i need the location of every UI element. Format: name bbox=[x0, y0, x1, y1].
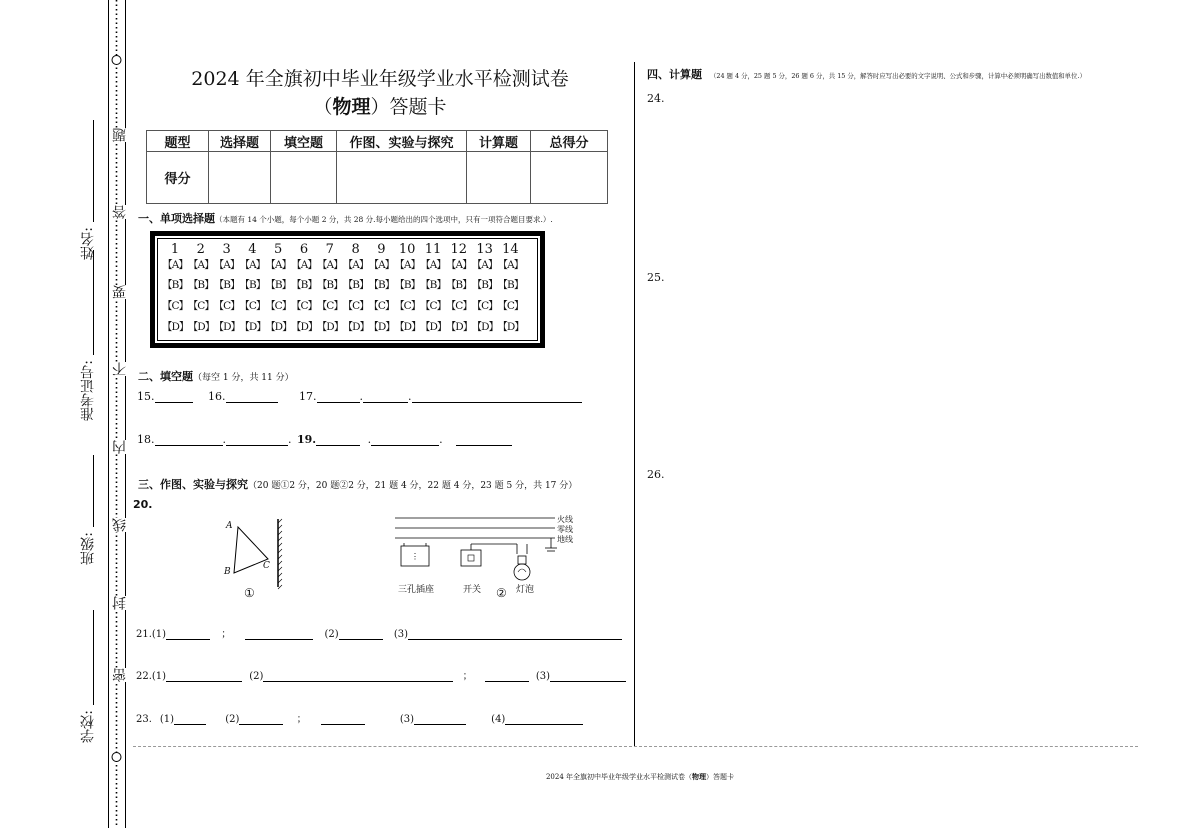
score-header-fill: 填空题 bbox=[271, 131, 337, 152]
q24-label: 24. bbox=[647, 92, 665, 105]
q23-row bbox=[136, 710, 583, 725]
score-cell-choice[interactable] bbox=[209, 152, 271, 204]
q23-semi: ； bbox=[296, 714, 307, 725]
choice-bubble[interactable]: 【A】 bbox=[317, 259, 343, 271]
choice-bubble[interactable]: 【B】 bbox=[187, 279, 214, 291]
score-cell-fill[interactable] bbox=[271, 152, 337, 204]
neutral-wire-label: 零线 bbox=[557, 525, 573, 534]
svg-text:⋮: ⋮ bbox=[411, 552, 419, 561]
q19-dot-1: . bbox=[367, 433, 372, 446]
choice-bubble[interactable]: 【B】 bbox=[420, 279, 446, 291]
choice-bubble[interactable]: 【D】 bbox=[265, 321, 292, 333]
section4-heading bbox=[647, 66, 1086, 82]
choice-bubble[interactable]: 【C】 bbox=[239, 300, 266, 312]
choice-bubble[interactable]: 【C】 bbox=[342, 300, 369, 312]
choice-number: 6 bbox=[299, 242, 309, 257]
seal-char-4: 内 bbox=[112, 440, 128, 454]
q21-p1: (1) bbox=[151, 629, 167, 640]
q23-blank-4[interactable] bbox=[414, 713, 466, 725]
choice-number: 13 bbox=[476, 242, 493, 257]
choice-bubble[interactable]: 【C】 bbox=[187, 300, 214, 312]
q23-blank-3[interactable] bbox=[321, 713, 365, 725]
choice-bubble[interactable]: 【D】 bbox=[291, 321, 318, 333]
q23-p1: (1) bbox=[159, 714, 175, 725]
column-divider bbox=[634, 62, 635, 746]
binding-strip bbox=[108, 0, 126, 828]
q16-label: 16. bbox=[208, 390, 226, 403]
q21-blank-2[interactable] bbox=[245, 628, 313, 640]
choice-bubble[interactable]: 【A】 bbox=[394, 259, 420, 271]
choice-bubble[interactable]: 【B】 bbox=[291, 279, 317, 291]
choice-bubble[interactable]: 【D】 bbox=[213, 321, 241, 333]
choice-bubble[interactable]: 【D】 bbox=[368, 321, 395, 333]
section1-heading bbox=[138, 210, 553, 226]
score-header-experiment: 作图、实验与探究 bbox=[337, 131, 467, 152]
subtitle-close: ）答题卡 bbox=[370, 96, 447, 118]
choice-bubble[interactable]: 【B】 bbox=[445, 279, 472, 291]
q25-answer-area[interactable] bbox=[647, 288, 1127, 458]
q23-blank-5[interactable] bbox=[505, 713, 583, 725]
score-row-label: 得分 bbox=[147, 152, 209, 204]
choice-bubble[interactable]: 【D】 bbox=[316, 321, 344, 333]
section4-title: 四、计算题 bbox=[647, 68, 702, 81]
q22-label: 22. bbox=[136, 671, 152, 682]
q17-blank-2[interactable] bbox=[363, 391, 408, 403]
score-header-type: 题型 bbox=[147, 131, 209, 152]
q26-label: 26. bbox=[647, 468, 665, 481]
choice-bubble[interactable]: 【A】 bbox=[239, 259, 266, 271]
q17-blank-1[interactable] bbox=[317, 391, 360, 403]
choice-bubble[interactable]: 【C】 bbox=[497, 300, 524, 312]
score-header-calc: 计算题 bbox=[467, 131, 531, 152]
fig2-caption: ② bbox=[496, 586, 507, 600]
circuit-figure[interactable] bbox=[395, 512, 565, 590]
choice-number: 11 bbox=[424, 242, 442, 257]
q16-blank[interactable] bbox=[226, 391, 278, 403]
q23-blank-1[interactable] bbox=[174, 713, 206, 725]
fig1-caption: ① bbox=[244, 586, 255, 600]
choice-number: 7 bbox=[325, 242, 334, 257]
choice-bubble[interactable]: 【C】 bbox=[394, 300, 421, 312]
choice-bubble[interactable]: 【B】 bbox=[394, 279, 421, 291]
q18-dot-1: . bbox=[222, 433, 226, 446]
choice-bubble[interactable]: 【A】 bbox=[420, 259, 446, 271]
q19-dot-2: . bbox=[439, 433, 443, 446]
seal-char-7: 答 bbox=[112, 205, 128, 219]
q21-label: 21. bbox=[136, 629, 152, 640]
q21-blank-4[interactable] bbox=[408, 628, 622, 640]
name-label: 姓名: bbox=[80, 227, 96, 260]
choice-bubble[interactable]: 【D】 bbox=[239, 321, 266, 333]
page-title: 2024 年全旗初中毕业年级学业水平检测试卷 bbox=[191, 68, 569, 90]
choice-bubble[interactable]: 【B】 bbox=[368, 279, 395, 291]
choice-number: 12 bbox=[450, 242, 468, 257]
score-header-total: 总得分 bbox=[531, 131, 608, 152]
choice-bubble[interactable]: 【C】 bbox=[162, 300, 189, 312]
choice-bubble[interactable]: 【C】 bbox=[368, 300, 395, 312]
page-footer bbox=[140, 772, 1140, 782]
binding-dots bbox=[109, 0, 127, 828]
exam-id-line[interactable] bbox=[93, 250, 94, 355]
score-cell-experiment[interactable] bbox=[337, 152, 467, 204]
choice-bubble[interactable]: 【A】 bbox=[291, 259, 317, 271]
fig1-label-c: C bbox=[263, 561, 270, 571]
choice-number: 14 bbox=[502, 242, 519, 257]
q23-p4: (4) bbox=[491, 714, 506, 725]
choice-number: 8 bbox=[351, 242, 360, 257]
q15-label: 15. bbox=[137, 390, 155, 403]
fig1-label-b: B bbox=[224, 567, 231, 577]
q19-blank-2[interactable] bbox=[371, 434, 439, 446]
q22-row bbox=[136, 667, 626, 682]
choice-bubble[interactable]: 【A】 bbox=[213, 259, 240, 271]
subtitle-open: （ bbox=[313, 96, 333, 118]
school-line[interactable] bbox=[93, 610, 94, 705]
choice-number: 3 bbox=[222, 242, 231, 257]
page-subtitle bbox=[140, 92, 620, 119]
q23-label: 23. bbox=[136, 714, 152, 725]
choice-bubble[interactable]: 【B】 bbox=[162, 279, 188, 291]
q26-answer-area[interactable] bbox=[647, 486, 1127, 736]
choice-number: 1 bbox=[170, 242, 180, 257]
choice-bubble[interactable]: 【A】 bbox=[497, 259, 524, 271]
score-table bbox=[146, 130, 608, 204]
choice-bubble[interactable]: 【B】 bbox=[265, 279, 292, 291]
switch-label: 开关 bbox=[463, 585, 482, 595]
q17-blank-3[interactable] bbox=[412, 391, 582, 403]
section3-note: （20 题①2 分，20 题②2 分，21 题 4 分，22 题 4 分，23 题 5 分，共 17 分） bbox=[248, 481, 578, 491]
q24-answer-area[interactable] bbox=[647, 110, 1127, 260]
bottom-divider bbox=[133, 746, 1138, 747]
section2-note: （每空 1 分，共 11 分） bbox=[193, 373, 294, 383]
q21-p2: (2) bbox=[324, 629, 339, 640]
choice-bubble[interactable]: 【A】 bbox=[162, 259, 188, 271]
name-line[interactable] bbox=[93, 120, 94, 222]
seal-char-3: 线 bbox=[112, 518, 128, 532]
choice-bubble[interactable]: 【C】 bbox=[213, 300, 240, 312]
q17-dot-2: . bbox=[408, 390, 412, 403]
choice-bubble[interactable]: 【B】 bbox=[239, 279, 266, 291]
seal-char-6: 要 bbox=[112, 285, 128, 299]
seal-char-1: 密 bbox=[112, 668, 128, 682]
q20-label: 20. bbox=[133, 498, 153, 511]
q22-p1: (1) bbox=[151, 671, 167, 682]
q21-blank-3[interactable] bbox=[339, 628, 383, 640]
section2-heading bbox=[138, 368, 294, 384]
q21-blank-1[interactable] bbox=[166, 628, 210, 640]
q21-p3: (3) bbox=[393, 629, 408, 640]
footer-suffix: ）答题卡 bbox=[706, 773, 735, 781]
choice-bubble[interactable]: 【D】 bbox=[420, 321, 447, 333]
q15-blank[interactable] bbox=[155, 391, 193, 403]
choice-bubble[interactable]: 【D】 bbox=[394, 321, 421, 333]
mirror-figure[interactable] bbox=[210, 515, 300, 605]
section1-title: 一、单项选择题 bbox=[138, 212, 215, 225]
q22-blank-3[interactable] bbox=[485, 670, 529, 682]
choice-bubble[interactable]: 【B】 bbox=[497, 279, 524, 291]
live-wire-label: 火线 bbox=[557, 515, 573, 524]
choice-bubble[interactable]: 【D】 bbox=[445, 321, 473, 333]
section3-title: 三、作图、实验与探究 bbox=[138, 478, 248, 491]
q21-semi: ； bbox=[221, 629, 232, 640]
section2-title: 二、填空题 bbox=[138, 370, 193, 383]
q18-blank-2[interactable] bbox=[226, 434, 288, 446]
q18-dot-2: . bbox=[288, 433, 292, 446]
school-label: 学校: bbox=[80, 710, 96, 743]
score-cell-total[interactable] bbox=[531, 152, 608, 204]
choice-bubble[interactable]: 【A】 bbox=[342, 259, 369, 271]
choice-bubble[interactable]: 【C】 bbox=[445, 300, 472, 312]
choice-bubble[interactable]: 【C】 bbox=[316, 300, 343, 312]
choice-bubble[interactable]: 【B】 bbox=[316, 279, 343, 291]
exam-id-label: 准考证号: bbox=[80, 360, 96, 421]
q22-semi: ； bbox=[462, 671, 473, 682]
choice-bubble[interactable]: 【D】 bbox=[471, 321, 499, 333]
q19-blank-3[interactable] bbox=[456, 434, 512, 446]
q19-blank-1[interactable] bbox=[316, 434, 360, 446]
choice-bubble[interactable]: 【B】 bbox=[213, 279, 240, 291]
score-cell-calc[interactable] bbox=[467, 152, 531, 204]
fig1-label-a: A bbox=[226, 521, 233, 531]
choice-bubble[interactable]: 【B】 bbox=[471, 279, 498, 291]
socket-label: 三孔插座 bbox=[398, 585, 435, 595]
choice-bubble[interactable]: 【C】 bbox=[265, 300, 292, 312]
subtitle-subject: 物理 bbox=[332, 96, 371, 118]
choice-bubble[interactable]: 【A】 bbox=[446, 259, 472, 271]
choice-bubble[interactable]: 【D】 bbox=[187, 321, 215, 333]
score-header-choice: 选择题 bbox=[209, 131, 271, 152]
footer-subject: 物理 bbox=[692, 772, 707, 781]
section3-heading bbox=[138, 476, 577, 492]
q18-blank-1[interactable] bbox=[155, 434, 223, 446]
choice-bubble[interactable]: 【A】 bbox=[368, 259, 395, 271]
choice-bubble[interactable]: 【A】 bbox=[265, 259, 291, 271]
choice-bubble[interactable]: 【C】 bbox=[420, 300, 447, 312]
q19-label: 19. bbox=[297, 433, 317, 446]
choice-bubble[interactable]: 【C】 bbox=[291, 300, 318, 312]
bulb-label: 灯泡 bbox=[516, 585, 535, 595]
choice-number: 4 bbox=[248, 242, 257, 257]
seal-char-8: 题 bbox=[112, 128, 128, 142]
class-line[interactable] bbox=[93, 455, 94, 527]
choice-bubble[interactable]: 【D】 bbox=[497, 321, 524, 333]
fill-row-1 bbox=[137, 390, 582, 403]
footer-prefix: 2024 年全旗初中毕业年级学业水平检测试卷（ bbox=[545, 773, 693, 781]
q22-blank-1[interactable] bbox=[166, 670, 242, 682]
choice-bubble[interactable]: 【A】 bbox=[188, 259, 214, 271]
class-label: 班级: bbox=[80, 532, 96, 565]
q22-p2: (2) bbox=[249, 671, 264, 682]
q21-row bbox=[136, 625, 622, 640]
choice-bubble[interactable]: 【B】 bbox=[342, 279, 369, 291]
fill-row-2 bbox=[137, 433, 512, 446]
q23-p3: (3) bbox=[399, 714, 414, 725]
q22-blank-4[interactable] bbox=[550, 670, 626, 682]
q17-label: 17. bbox=[299, 390, 317, 403]
choice-bubble[interactable]: 【D】 bbox=[162, 321, 189, 333]
choice-bubble[interactable]: 【D】 bbox=[342, 321, 370, 333]
ground-wire-label: 地线 bbox=[557, 535, 573, 544]
q17-dot-1: . bbox=[359, 390, 363, 403]
choice-number: 10 bbox=[398, 242, 416, 257]
q18-label: 18. bbox=[137, 433, 155, 446]
q23-p2: (2) bbox=[225, 714, 240, 725]
choice-number: 2 bbox=[196, 242, 205, 257]
seal-char-5: 不 bbox=[112, 362, 128, 376]
section1-note: （本题有 14 个小题，每个小题 2 分，共 28 分.每小题给出的四个选项中，只有一项符合题目要求.）. bbox=[215, 215, 553, 224]
choice-bubble[interactable]: 【C】 bbox=[471, 300, 498, 312]
q23-blank-2[interactable] bbox=[239, 713, 283, 725]
q22-p3: (3) bbox=[535, 671, 550, 682]
choice-bubble[interactable]: 【A】 bbox=[471, 259, 498, 271]
seal-char-2: 封 bbox=[112, 596, 128, 610]
q25-label: 25. bbox=[647, 271, 665, 284]
choice-number: 5 bbox=[274, 242, 283, 257]
section4-note: （24 题 4 分，25 题 5 分，26 题 6 分，共 15 分，解答时应写出必要的文字说明、公式和步骤，计算中必须明确写出数值和单位.） bbox=[710, 72, 1086, 80]
choice-number: 9 bbox=[377, 242, 386, 257]
q22-blank-2[interactable] bbox=[263, 670, 453, 682]
